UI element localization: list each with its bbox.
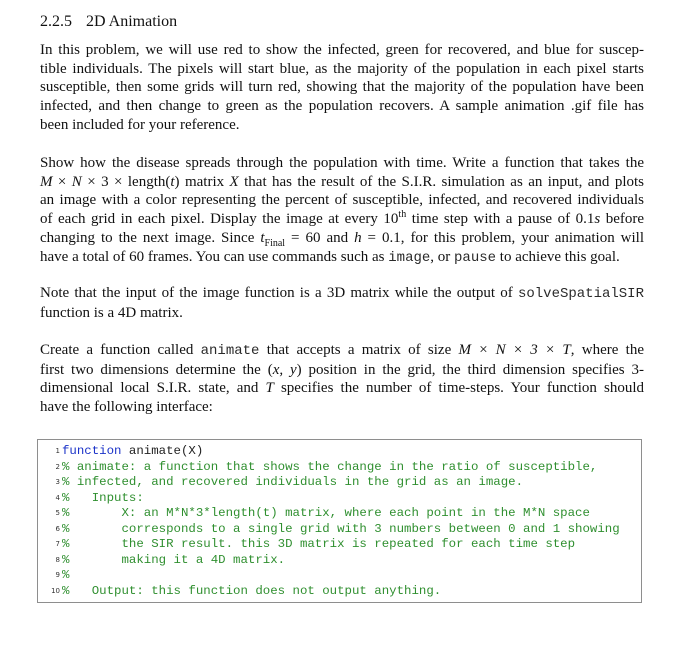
text-line: Create a function called animate that accepts a matrix of size M × N × 3 × T, where the: [40, 342, 644, 359]
paragraph-intro: [40, 41, 644, 135]
text-line: infected, and then change to green as the population recovers. A sample animation .gif file has: [40, 98, 644, 115]
paragraph-task: [40, 154, 644, 267]
text-line: Note that the input of the image function is a 3D matrix while the output of solveSpatialSIR: [40, 285, 644, 302]
paragraph-interface: [40, 341, 644, 417]
section-title: 2D Animation: [86, 13, 178, 30]
text-line: susceptible, then some grids will turn red, showing that the majority of the population have been: [40, 79, 644, 96]
section-heading: [40, 11, 177, 33]
text-line: function is a 4D matrix.: [40, 304, 183, 321]
text-line: tible individuals. The pixels will start blue, as the majority of the population in each pixel starts: [40, 60, 644, 77]
section-number: 2.2.5: [40, 13, 72, 30]
text-line: have a total of 60 frames. You can use commands such as image, or pause to achieve this goal.: [40, 248, 620, 266]
code-listing: 1 function animate(X) 2 % animate: a function that shows the change in the ratio of susceptible, 3 % infected, and recovered individuals in the grid as an image. 4 % Inputs: 5 % X: an M*N*3*length(t) matrix, where each point in the M*N space 6 % corresponds to a single grid with 3 numbers between 0 and 1 showing 7 % the SIR result. this 3D matrix is repeated for each time step 8 % making it a 4D matrix. 9 % 10 % Output: this function does not output anything.: [37, 439, 642, 603]
text-line: Show how the disease spreads through the population with time. Write a function that takes the: [40, 155, 644, 171]
text-line: dimensional local S.I.R. state, and T specifies the number of time-steps. Your function should: [40, 380, 644, 397]
text-line: been included for your reference.: [40, 116, 240, 133]
text-line: of each grid in each pixel. Display the image at every 10th time step with a pause of 0.1s before: [40, 209, 645, 228]
inline-code: image: [388, 249, 431, 266]
text-line: have the following interface:: [40, 399, 213, 416]
text-line: first two dimensions determine the (x, y) position in the grid, the third dimension specifies 3-: [40, 361, 644, 378]
inline-code: pause: [454, 249, 497, 266]
text-line: In this problem, we will use red to show the infected, green for recovered, and blue for suscep-: [40, 42, 644, 58]
paragraph-note: [40, 284, 644, 322]
inline-code: animate: [200, 343, 260, 359]
text-line: M × N × 3 × length(t) matrix X that has the result of the S.I.R. simulation as an input, and plots: [40, 173, 645, 190]
inline-code: solveSpatialSIR: [517, 286, 644, 302]
text-line: changing to the next image. Since $t_{Final} = 60$ and h = 0.1, for this problem, your animation will: [40, 229, 644, 249]
text-line: an image with a color representing the percent of susceptible, infected, and recovered individuals: [40, 192, 644, 209]
